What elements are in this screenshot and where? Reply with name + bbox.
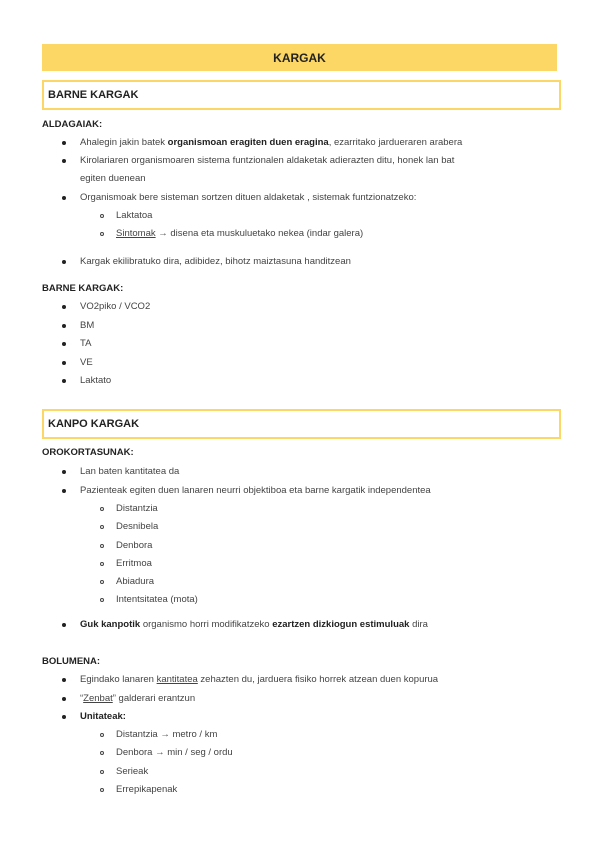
bullet-icon (62, 489, 66, 493)
list-item: BM (80, 320, 95, 331)
circle-bullet-icon (100, 214, 104, 218)
sub-list-item: Errepikapenak (116, 784, 178, 795)
bolumena-heading: BOLUMENA: (42, 656, 101, 667)
sub-list-item: Distantzia (116, 503, 158, 514)
circle-bullet-icon (100, 544, 104, 548)
circle-bullet-icon (100, 751, 104, 755)
bullet-icon (62, 324, 66, 328)
bullet-icon (62, 141, 66, 145)
bullet-icon (62, 342, 66, 346)
section-heading-kanpo (42, 409, 561, 439)
list-item-continuation: egiten duenean (80, 173, 146, 184)
sub-list-item: Erritmoa (116, 558, 152, 569)
circle-bullet-icon (100, 770, 104, 774)
section-heading-barne (42, 80, 561, 110)
list-item: “Zenbat” galderari erantzun (80, 693, 196, 704)
sub-list-item: Sintomak → disena eta muskuluetako nekea (indar galera) (116, 228, 364, 239)
bullet-icon (62, 697, 66, 701)
list-item: TA (80, 338, 92, 349)
circle-bullet-icon (100, 525, 104, 529)
page-title: KARGAK (42, 44, 557, 71)
bullet-icon (62, 260, 66, 264)
bullet-icon (62, 379, 66, 383)
list-item: VE (80, 357, 93, 368)
list-item: Ahalegin jakin batek organismoan eragiten duen eragina, ezarritako jardueraren arabera (80, 137, 463, 148)
sub-list-item: Abiadura (116, 576, 155, 587)
bullet-icon (62, 196, 66, 200)
circle-bullet-icon (100, 562, 104, 566)
list-item: Unitateak: (80, 711, 126, 722)
sub-list-item: Desnibela (116, 521, 159, 532)
sub-list-item: Intentsitatea (mota) (116, 594, 198, 605)
bullet-icon (62, 623, 66, 627)
circle-bullet-icon (100, 580, 104, 584)
list-item: VO2piko / VCO2 (80, 301, 151, 312)
circle-bullet-icon (100, 232, 104, 236)
list-item: Guk kanpotik organismo horri modifikatzeko ezartzen dizkiogun estimuluak dira (80, 619, 428, 630)
list-item: Pazienteak egiten duen lanaren neurri objektiboa eta barne kargatik independentea (80, 485, 431, 496)
barne-kargak-heading: BARNE KARGAK: (42, 283, 124, 294)
list-item: Laktato (80, 375, 112, 386)
list-item: Egindako lanaren kantitatea zehazten du, jarduera fisiko horrek atzean duen kopurua (80, 674, 439, 685)
bullet-icon (62, 715, 66, 719)
section-heading-label: BARNE KARGAK (48, 89, 139, 101)
list-item: Kirolariaren organismoaren sistema funtzionalen aldaketak adierazten ditu, honek lan bat (80, 155, 455, 166)
circle-bullet-icon (100, 788, 104, 792)
list-item: Kargak ekilibratuko dira, adibidez, bihotz maiztasuna handitzean (80, 256, 351, 267)
list-item: Lan baten kantitatea da (80, 466, 180, 477)
bullet-icon (62, 361, 66, 365)
list-item: Organismoak bere sisteman sortzen dituen aldaketak , sistemak funtzionatzeko: (80, 192, 417, 203)
sub-list-item: Laktatoa (116, 210, 153, 221)
orokortasunak-heading: OROKORTASUNAK: (42, 447, 134, 458)
bullet-icon (62, 470, 66, 474)
circle-bullet-icon (100, 598, 104, 602)
bullet-icon (62, 159, 66, 163)
section-heading-label: KANPO KARGAK (48, 418, 140, 430)
aldagaiak-heading: ALDAGAIAK: (42, 119, 103, 130)
sub-list-item: Denbora (116, 540, 153, 551)
sub-list-item: Denbora → min / seg / ordu (116, 747, 233, 758)
sub-list-item: Distantzia → metro / km (116, 729, 218, 740)
circle-bullet-icon (100, 507, 104, 511)
bullet-icon (62, 305, 66, 309)
sub-list-item: Serieak (116, 766, 149, 777)
circle-bullet-icon (100, 733, 104, 737)
bullet-icon (62, 678, 66, 682)
